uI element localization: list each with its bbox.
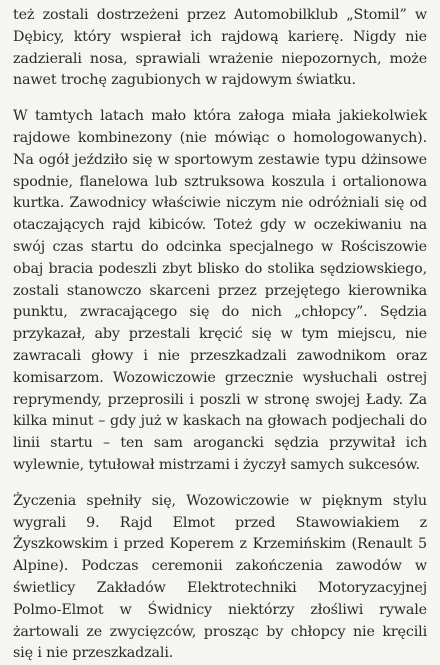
paragraph-continued: też zostali dostrzeżeni przez Automobilklub „Stomil” w Dębicy, który wspierał ich rajdową karierę. Nigdy nie zadzierali nosa, sprawiali wrażenie niepozornych, może nawet trochę zagubionych w rajdowym światku. — [13, 7, 427, 89]
paragraph-rally-outfits: W tamtych latach mało która załoga miała jakiekolwiek rajdowe kombinezony (nie mówiąc o homologowanych). Na ogół jeździło się w sportowym zestawie typu dżinsowe spodnie, flanelowa lub sztruksowa koszula i ortalionowa kurtka. Zawodnicy właściwie niczym nie odróżniali się od otaczających rajd kibiców. Toteż gdy w oczekiwaniu na swój czas startu do odcinka specjalnego w Rościszowie obaj bracia podeszli zbyt blisko do stolika sędziowskiego, zostali stanowczo skarceni przez przejętego kierownika punktu, zwracającego się do nich „chłopcy”. Sędzia przykazał, aby przestali kręcić się w tym miejscu, nie zawracali głowy i nie przeszkadzali zawodnikom oraz komisarzom. Wozowiczowie grzecznie wysłuchali ostrej reprymendy, przeprosili i poszli w stronę swojej Łady. Za kilka minut – gdy już w kaskach na głowach podjechali do linii startu – ten sam arogancki sędzia przywitał ich wylewnie, tytułował mistrzami i życzył samych sukcesów. — [13, 108, 427, 473]
paragraph-rally-win: Życzenia spełniły się, Wozowiczowie w pięknym stylu wygrali 9. Rajd Elmot przed Stawowiakiem z Żyszkowskim i przed Koperem z Krzemińskim (Renault 5 Alpine). Podczas ceremonii zakończenia zawodów w świetlicy Zakładów Elektrotechniki Motoryzacyjnej Polmo-Elmot w Świdnicy niektórzy złośliwi rywale żartowali ze zwycięzców, prosząc by chłopcy nie kręcili się i nie przeszkadzali. — [13, 492, 427, 662]
